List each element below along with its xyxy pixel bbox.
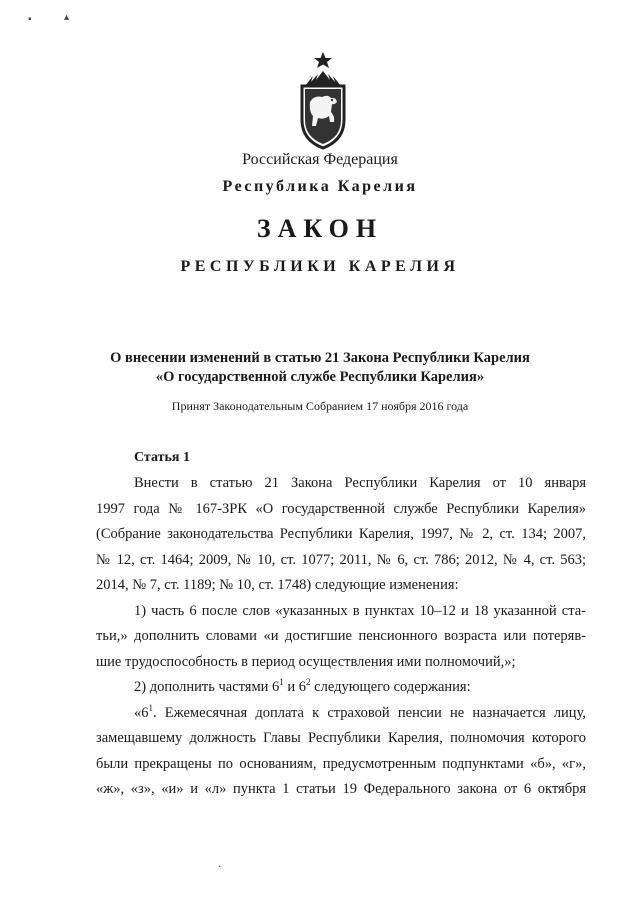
paragraph-line: № 12, ст. 1464; 2009, № 10, ст. 1077; 2011, № 6, ст. 786; 2012, № 4, ст. 563; [96, 551, 586, 568]
scan-speck: · [218, 862, 222, 873]
paragraph-line: 1) часть 6 после слов «указанных в пунктах 10–12 и 18 указанной ста- [134, 602, 586, 619]
karelia-coat-of-arms-icon [296, 50, 350, 150]
paragraph-line: (Собрание законодательства Республики Карелия, 1997, № 2, ст. 134; 2007, [96, 526, 586, 542]
paragraph-line: замещавшему должность Главы Республики Карелия, полномочия которого [96, 730, 586, 746]
law-of-heading: РЕСПУБЛИКИ КАРЕЛИЯ [180, 258, 460, 275]
text-run: . Ежемесячная доплата к страховой пенсии не назначается лицу, [153, 704, 586, 721]
scan-speck: ▴ [64, 12, 70, 23]
law-title-line-1: О внесении изменений в статью 21 Закона Республики Карелия [110, 350, 530, 366]
text-run: 2) дополнить частями 6 [134, 679, 280, 695]
paragraph-line [134, 701, 586, 727]
text-run: следующего содержания: [310, 679, 471, 695]
paragraph-line: тьи,» дополнить словами «и достигшие пенсионного возраста или потеряв- [96, 628, 586, 644]
paragraph-line: «ж», «з», «и» и «л» пункта 1 статьи 19 Федерального закона от 6 октября [96, 781, 586, 797]
scan-speck: ▪ [28, 14, 32, 25]
law-title-line-2: «О государственной службе Республики Карелия» [155, 369, 485, 385]
law-heading: ЗАКОН [256, 214, 384, 243]
federation-heading: Российская Федерация [242, 151, 398, 168]
paragraph-line: были прекращены по основаниям, предусмотренным подпунктами «б», «г», [96, 755, 586, 772]
adoption-note: Принят Законодательным Собранием 17 ноября 2016 года [171, 399, 469, 413]
paragraph-line: 2014, № 7, ст. 1189; № 10, ст. 1748) следующие изменения: [96, 577, 459, 593]
superscript: 2 [306, 677, 311, 687]
text-run: «6 [134, 704, 149, 721]
paragraph-line: 1997 года № 167-ЗРК «О государственной службе Республики Карелия» [96, 500, 586, 517]
paragraph-line: шие трудоспособность в период осуществления ими полномочий,»; [96, 653, 516, 670]
paragraph-line: Внести в статью 21 Закона Республики Карелия от 10 января [134, 475, 586, 491]
paragraph-line [134, 675, 586, 701]
superscript: 1 [279, 677, 284, 687]
republic-heading: Республика Карелия [222, 178, 418, 195]
superscript: 1 [148, 702, 153, 713]
text-run: и 6 [283, 679, 307, 695]
article-heading: Статья 1 [134, 450, 190, 465]
